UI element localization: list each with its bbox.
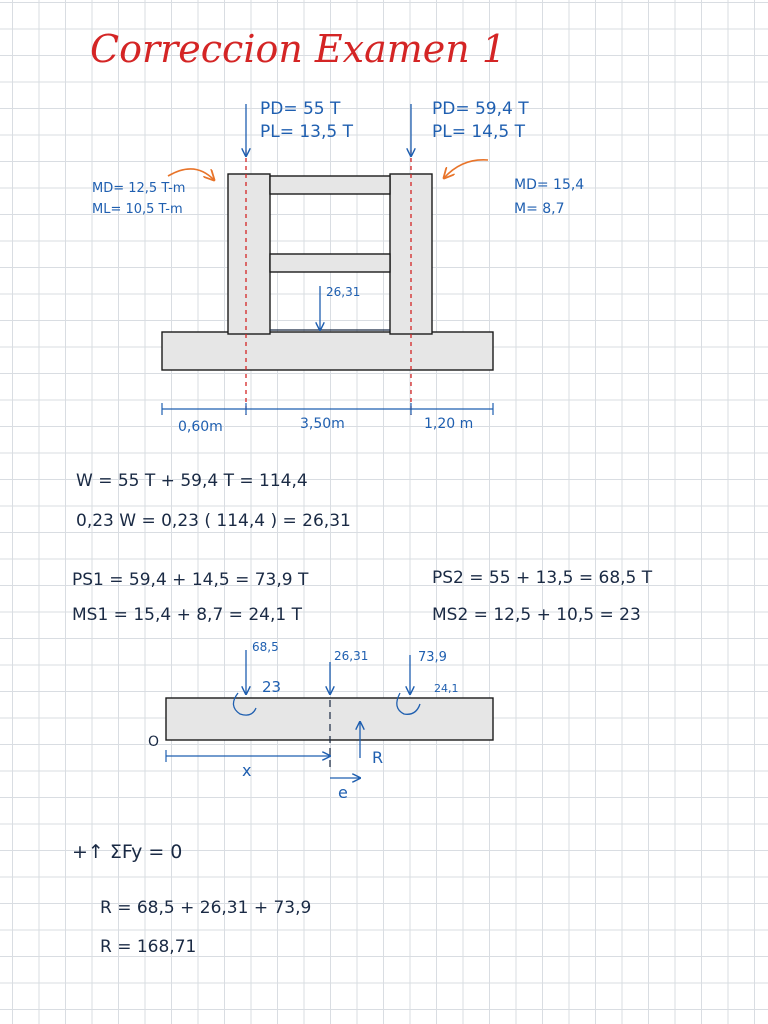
dimension-right: 1,20 m (424, 416, 474, 432)
right-dead-load: PD= 59,4 T (432, 99, 529, 119)
frame-diagram (92, 99, 584, 435)
dimension-left: 0,60m (178, 419, 223, 435)
dimension-middle: 3,50m (300, 416, 345, 432)
e-label: e (338, 783, 348, 802)
reaction-sum: R = 68,5 + 26,31 + 73,9 (100, 898, 312, 918)
right-moment-arrow (444, 160, 488, 178)
right-live-load: PL= 14,5 T (432, 122, 526, 142)
calculations (72, 471, 653, 625)
right-dead-moment: MD= 15,4 (514, 177, 585, 193)
right-live-moment: M= 8,7 (514, 201, 565, 217)
beam-load-left-label: 68,5 (252, 640, 279, 654)
equilibrium (72, 841, 311, 957)
left-dead-moment: MD= 12,5 T-m (92, 181, 186, 196)
calc-line-self-weight: 0,23 W = 0,23 ( 114,4 ) = 26,31 (76, 511, 351, 531)
reaction-value: R = 168,71 (100, 937, 197, 957)
origin-label: O (148, 734, 160, 750)
left-moment-arrow (168, 169, 214, 180)
left-live-load: PL= 13,5 T (260, 122, 354, 142)
beam-moment-right-label: 24,1 (434, 682, 459, 695)
footing-slab (162, 332, 493, 370)
beam-moment-left-label: 23 (262, 678, 282, 696)
calc-ps2: PS2 = 55 + 13,5 = 68,5 T (432, 568, 653, 588)
left-dead-load: PD= 55 T (260, 99, 341, 119)
calc-ps1: PS1 = 59,4 + 14,5 = 73,9 T (72, 570, 309, 590)
equilibrium-sum: +↑ ΣFy = 0 (72, 841, 183, 863)
self-weight-label: 26,31 (326, 285, 361, 299)
beam-load-center-label: 26,31 (334, 649, 369, 663)
page-title: Correccion Examen 1 (90, 27, 506, 71)
beam-diagram (148, 640, 493, 802)
x-label: x (242, 761, 252, 780)
reaction-label: R (372, 748, 384, 767)
left-wall (228, 174, 270, 334)
beam-load-right-label: 73,9 (418, 650, 447, 665)
middle-beam (270, 254, 390, 272)
calc-ms2: MS2 = 12,5 + 10,5 = 23 (432, 605, 641, 625)
left-live-moment: ML= 10,5 T-m (92, 202, 183, 217)
top-beam (270, 176, 390, 194)
calc-line-total-load: W = 55 T + 59,4 T = 114,4 (76, 471, 308, 491)
calc-ms1: MS1 = 15,4 + 8,7 = 24,1 T (72, 605, 302, 625)
